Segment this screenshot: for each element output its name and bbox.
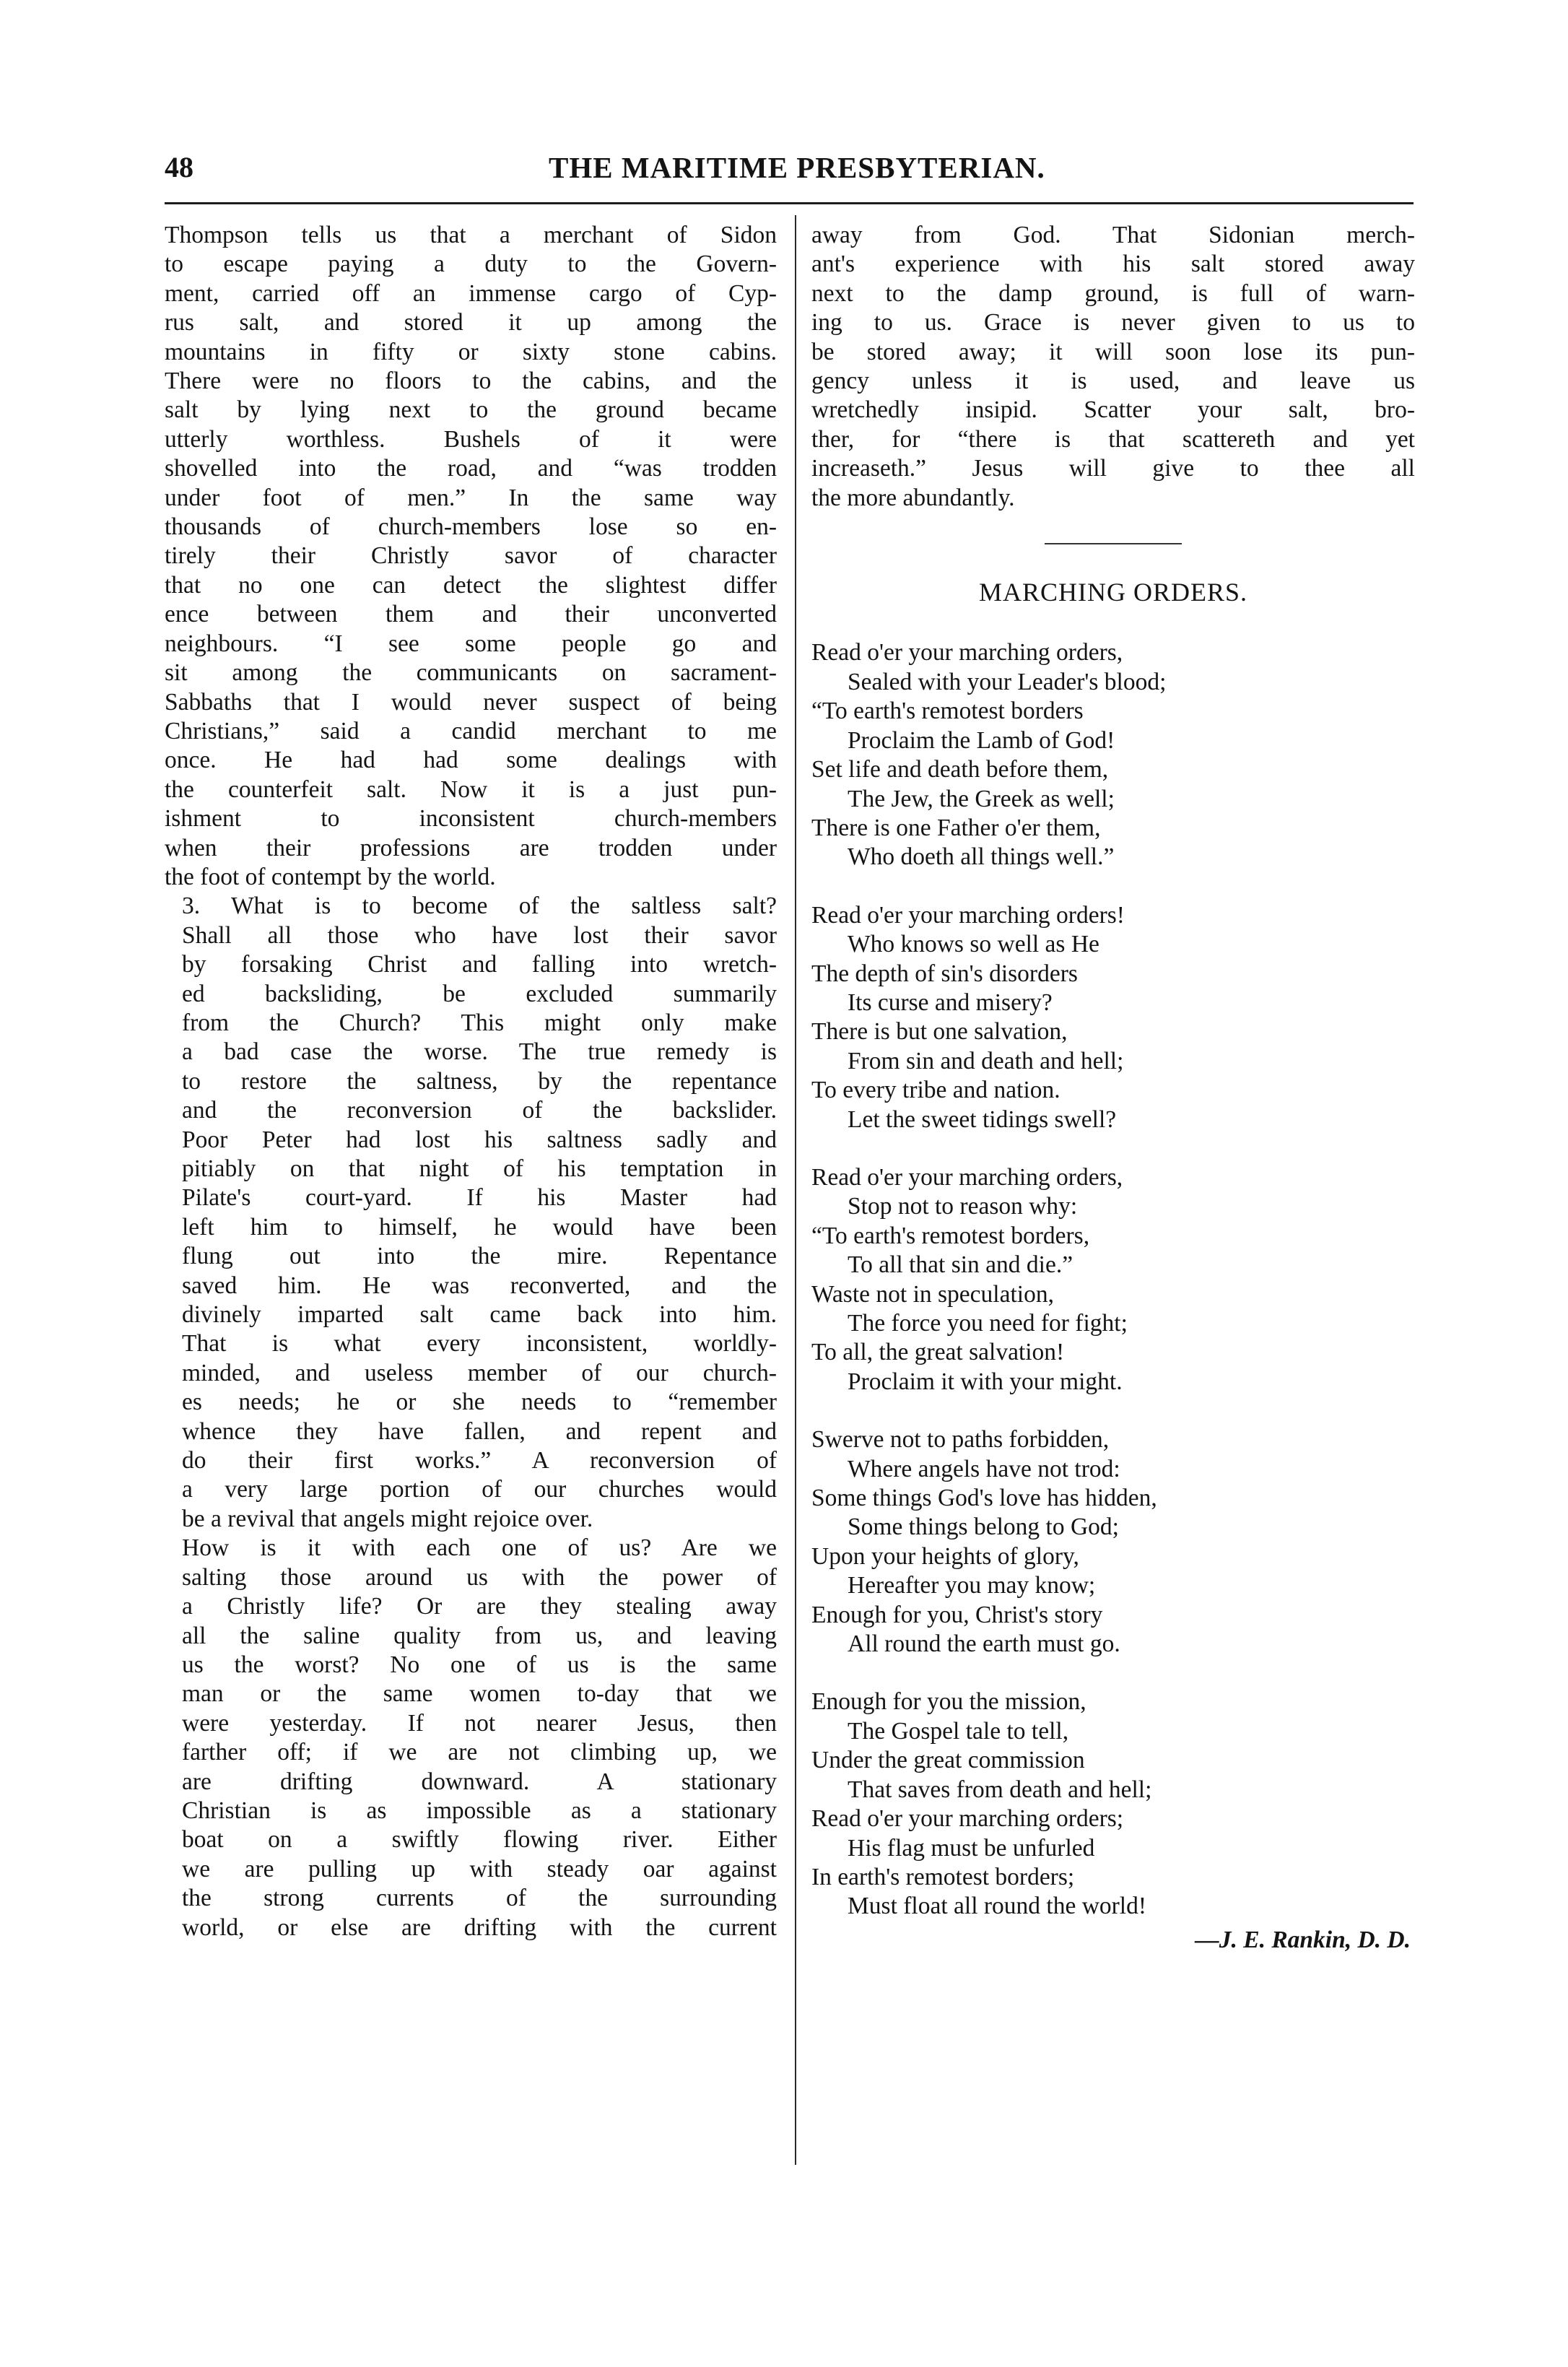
text-line: ishment to inconsistent church-members xyxy=(165,805,777,833)
text-line: Sabbaths that I would never suspect of being xyxy=(165,688,777,716)
poem-line: Swerve not to paths forbidden, xyxy=(811,1426,1110,1454)
text-line: ing to us. Grace is never given to us to xyxy=(811,309,1415,336)
poem-line: “To earth's remotest borders xyxy=(811,698,1084,725)
poem-line: Proclaim the Lamb of God! xyxy=(848,726,1115,754)
text-line: Christians,” said a candid merchant to me xyxy=(165,717,777,744)
poem-line: “To earth's remotest borders, xyxy=(811,1222,1090,1249)
paragraph-each-one-of-us xyxy=(165,1534,777,1942)
running-title: THE MARITIME PRESBYTERIAN. xyxy=(549,151,1045,184)
paragraph-continuation-last-line: the more abundantly. xyxy=(811,484,1015,511)
poem-line: His flag must be unfurled xyxy=(848,1834,1095,1862)
poem-line: Who knows so well as He xyxy=(848,931,1099,958)
text-line: How is it with each one of us? Are we xyxy=(182,1534,777,1562)
text-line: a very large portion of our churches would xyxy=(182,1476,777,1503)
poem-line: Proclaim it with your might. xyxy=(848,1368,1123,1395)
text-line: Thompson tells us that a merchant of Sidon xyxy=(165,222,777,248)
poem-title: MARCHING ORDERS. xyxy=(978,578,1248,607)
poem-line: Read o'er your marching orders; xyxy=(811,1805,1124,1833)
poem-body xyxy=(811,638,1415,1921)
text-line: when their professions are trodden under xyxy=(165,834,777,861)
poem-line: To all, the great salvation! xyxy=(811,1339,1065,1366)
poem-line: Let the sweet tidings swell? xyxy=(848,1106,1117,1133)
text-line: Shall all those who have lost their savor xyxy=(182,921,777,949)
text-line: by forsaking Christ and falling into wretch- xyxy=(182,951,777,978)
text-line: es needs; he or she needs to “remember xyxy=(182,1389,777,1416)
poem-line: Its curse and misery? xyxy=(848,989,1053,1016)
page-number: 48 xyxy=(165,151,193,183)
text-line: the counterfeit salt. Now it is a just pun- xyxy=(165,776,777,803)
text-line: utterly worthless. Bushels of it were xyxy=(165,425,777,453)
text-line: ence between them and their unconverted xyxy=(165,601,777,628)
text-line: be stored away; it will soon lose its pun- xyxy=(811,338,1415,365)
text-line: mountains in fifty or sixty stone cabins. xyxy=(165,338,777,365)
column-divider xyxy=(795,215,796,2165)
poem-line: Some things God's love has hidden, xyxy=(811,1485,1157,1512)
text-line: pitiably on that night of his temptation in xyxy=(182,1155,777,1182)
poem-stanza xyxy=(811,638,1415,872)
section-separator xyxy=(1045,543,1182,544)
text-line: world, or else are drifting with the current xyxy=(182,1914,777,1941)
poem-line: Who doeth all things well.” xyxy=(848,843,1115,871)
poem-line: The Gospel tale to tell, xyxy=(848,1717,1069,1745)
text-line: shovelled into the road, and “was trodden xyxy=(165,455,777,482)
text-line: from the Church? This might only make xyxy=(182,1009,777,1036)
text-line: increaseth.” Jesus will give to thee all xyxy=(811,455,1415,482)
text-line: that no one can detect the slightest differ xyxy=(165,571,777,599)
text-line: neighbours. “I see some people go and xyxy=(165,630,777,657)
paragraph-saltless-salt xyxy=(165,892,777,1534)
poem-line: Read o'er your marching orders! xyxy=(811,901,1125,929)
text-line: wretchedly insipid. Scatter your salt, bro- xyxy=(811,396,1415,424)
poem-line: To all that sin and die.” xyxy=(848,1251,1073,1279)
text-line: left him to himself, he would have been xyxy=(182,1213,777,1241)
paragraph-continuation xyxy=(811,221,1415,484)
text-line: rus salt, and stored it up among the xyxy=(165,309,777,336)
text-line: ment, carried off an immense cargo of Cyp- xyxy=(165,279,777,307)
poem-line: Hereafter you may know; xyxy=(848,1572,1096,1599)
text-line: That is what every inconsistent, worldly- xyxy=(182,1330,777,1358)
poem-line: Sealed with your Leader's blood; xyxy=(848,668,1167,695)
text-line: There were no floors to the cabins, and the xyxy=(165,368,777,395)
poem-line: In earth's remotest borders; xyxy=(811,1863,1075,1890)
text-line: ant's experience with his salt stored away xyxy=(811,251,1415,278)
poem-line: Read o'er your marching orders, xyxy=(811,639,1123,666)
poem-line: Read o'er your marching orders, xyxy=(811,1163,1123,1191)
poem-stanza xyxy=(811,1425,1415,1659)
text-line: under foot of men.” In the same way xyxy=(165,484,777,511)
text-line: farther off; if we are not climbing up, we xyxy=(182,1739,777,1766)
poem-line: All round the earth must go. xyxy=(848,1630,1120,1658)
poem-line: To every tribe and nation. xyxy=(811,1077,1060,1104)
text-line: once. He had had some dealings with xyxy=(165,747,777,774)
text-line: gency unless it is used, and leave us xyxy=(811,368,1415,395)
text-line: all the saline quality from us, and leaving xyxy=(182,1622,777,1649)
poem-line: The depth of sin's disorders xyxy=(811,960,1078,987)
poem-stanza xyxy=(811,901,1415,1134)
poem-line: Upon your heights of glory, xyxy=(811,1542,1079,1570)
text-line: whence they have fallen, and repent and xyxy=(182,1417,777,1445)
text-line: away from God. That Sidonian merch- xyxy=(811,222,1415,248)
text-line: to escape paying a duty to the Govern- xyxy=(165,251,777,278)
poem-line: Set life and death before them, xyxy=(811,756,1109,783)
text-line: to restore the saltness, by the repentance xyxy=(182,1067,777,1095)
text-line: next to the damp ground, is full of warn- xyxy=(811,279,1415,307)
text-line: us the worst? No one of us is the same xyxy=(182,1651,777,1678)
header-rule xyxy=(165,202,1414,204)
text-line: Christian is as impossible as a stationary xyxy=(182,1797,777,1824)
text-line: were yesterday. If not nearer Jesus, then xyxy=(182,1709,777,1737)
poem-stanza xyxy=(811,1163,1415,1397)
text-line: ther, for “there is that scattereth and yet xyxy=(811,425,1415,453)
text-line: boat on a swiftly flowing river. Either xyxy=(182,1826,777,1854)
poem-line: Stop not to reason why: xyxy=(848,1193,1078,1220)
text-line: flung out into the mire. Repentance xyxy=(182,1243,777,1270)
poem-line: Enough for you the mission, xyxy=(811,1688,1086,1716)
right-column xyxy=(811,221,1415,1955)
text-line: are drifting downward. A stationary xyxy=(182,1768,777,1795)
text-line: salt by lying next to the ground became xyxy=(165,396,777,424)
paragraph-salt-merchant xyxy=(165,221,777,892)
text-line: 3. What is to become of the saltless salt? xyxy=(182,892,777,920)
poem-line: The Jew, the Greek as well; xyxy=(848,785,1115,812)
poem-line: Enough for you, Christ's story xyxy=(811,1601,1103,1628)
poem-line: Some things belong to God; xyxy=(848,1513,1119,1541)
poem-line: Under the great commission xyxy=(811,1747,1085,1774)
text-line: and the reconversion of the backslider. xyxy=(182,1097,777,1124)
text-line: Pilate's court-yard. If his Master had xyxy=(182,1184,777,1212)
text-line: we are pulling up with steady oar against xyxy=(182,1855,777,1882)
poem-stanza xyxy=(811,1688,1415,1921)
text-line: a Christly life? Or are they stealing away xyxy=(182,1593,777,1620)
text-line: tirely their Christly savor of character xyxy=(165,542,777,570)
text-line: ed backsliding, be excluded summarily xyxy=(182,980,777,1007)
left-column xyxy=(165,221,777,1942)
poem-attribution: —J. E. Rankin, D. D. xyxy=(1195,1926,1411,1953)
poem-line: From sin and death and hell; xyxy=(848,1047,1124,1074)
text-line: saved him. He was reconverted, and the xyxy=(182,1272,777,1299)
text-line: the foot of contempt by the world. xyxy=(165,863,496,890)
text-line: divinely imparted salt came back into him. xyxy=(182,1301,777,1329)
text-line: be a revival that angels might rejoice over. xyxy=(182,1505,593,1532)
text-line: man or the same women to-day that we xyxy=(182,1680,777,1708)
poem-line: That saves from death and hell; xyxy=(848,1776,1152,1803)
text-line: the strong currents of the surrounding xyxy=(182,1885,777,1912)
text-line: Poor Peter had lost his saltness sadly and xyxy=(182,1126,777,1153)
text-line: sit among the communicants on sacrament- xyxy=(165,659,777,687)
text-line: thousands of church-members lose so en- xyxy=(165,513,777,541)
poem-line: There is but one salvation, xyxy=(811,1018,1068,1046)
text-line: salting those around us with the power of xyxy=(182,1563,777,1591)
text-line: minded, and useless member of our church- xyxy=(182,1359,777,1386)
poem-line: Where angels have not trod: xyxy=(848,1455,1120,1482)
text-line: do their first works.” A reconversion of xyxy=(182,1447,777,1475)
poem-line: Waste not in speculation, xyxy=(811,1280,1054,1308)
text-line: a bad case the worse. The true remedy is xyxy=(182,1038,777,1066)
poem-line: Must float all round the world! xyxy=(848,1893,1147,1920)
poem-line: The force you need for fight; xyxy=(848,1310,1128,1337)
poem-line: There is one Father o'er them, xyxy=(811,814,1101,841)
